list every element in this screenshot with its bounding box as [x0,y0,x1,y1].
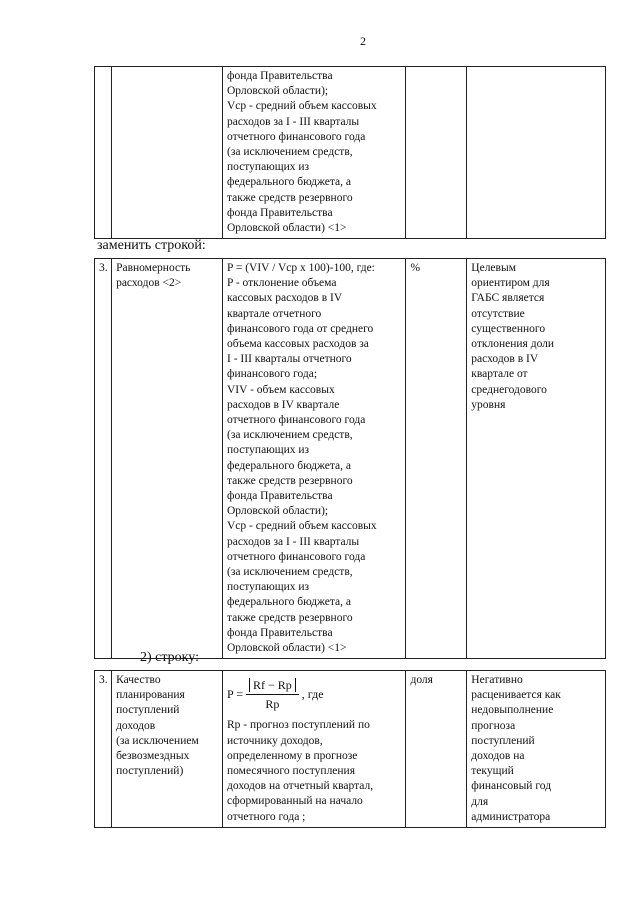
text-line: поступающих из [227,581,310,594]
table-continuation [94,66,606,239]
text-line: ГАБС является [471,292,545,305]
text-line: объема кассовых расходов за [227,338,369,351]
table-row-quality [94,670,606,828]
comment-text [471,261,601,413]
text-line: существенного [471,322,546,335]
text-line: Качество [116,674,161,686]
replace-phrase: заменить строкой: [97,238,206,253]
text-line: Равномерность [116,262,191,274]
cell-unit [406,67,467,239]
cell-formula [223,259,406,659]
text-line: Негативно [471,674,523,686]
text-line: федерального бюджета, а [227,176,351,189]
text-line: расходов за I - III кварталы [227,115,360,128]
text-line: расходов в IV квартале [227,398,340,411]
text-line: отчетного финансового года [227,550,366,563]
text-line: фонда Правительства [227,206,333,219]
text-line: прогноза [471,719,516,732]
cell-comment [467,671,606,828]
comment-text [471,673,601,825]
text-line: текущий [471,765,514,778]
text-line: источнику доходов, [227,734,323,747]
line-phrase: 2) строку: [140,650,199,665]
text-line: фонда Правительства [227,626,333,639]
text-line: P - отклонение объема [227,277,337,290]
text-line: отчетного года ; [227,810,306,823]
formula-suffix: , где [301,687,324,702]
table-row [95,67,606,239]
text-line: VIV - объем кассовых [227,383,335,396]
text-line: квартале отчетного [227,307,322,320]
text-line: Орловской области); [227,505,329,518]
text-line: помесячного поступления [227,765,356,778]
text-line: поступлений [116,704,180,717]
cell-unit: доля [406,671,467,828]
formula-text [227,718,401,824]
text-line: также средств резервного [227,611,353,624]
text-line: федерального бюджета, а [227,459,351,472]
page-number: 2 [360,34,366,48]
text-line: Vср - средний объем кассовых [227,100,377,113]
text-line: ориентиром для [471,277,550,290]
text-line: доходов [116,719,156,732]
text-line: администратора [471,810,551,823]
indicator-name [116,673,218,779]
text-line: для [471,795,489,808]
cell-name [112,67,223,239]
text-line: доходов на [471,750,525,763]
formula-text [227,261,401,656]
text-line: отчетного финансового года [227,130,366,143]
indicator-name [116,261,218,291]
text-line: квартале от [471,368,528,381]
text-line: расценивается как [471,689,561,702]
text-line: безвозмездных [116,750,190,763]
cell-formula [223,67,406,239]
text-line: отчетного финансового года [227,414,366,427]
fraction-numerator [246,677,299,695]
table-replacement [94,258,606,659]
text-line: финансовый год [471,780,552,793]
text-line: федерального бюджета, а [227,596,351,609]
text-line: (за исключением [116,734,199,747]
table-row [95,259,606,659]
cell-formula [223,671,406,828]
cell-comment [467,259,606,659]
cell-name [112,671,223,828]
cell-unit: % [406,259,467,659]
cell-comment [467,67,606,239]
text-line: Орловской области) <1> [227,642,347,655]
fraction [246,677,299,712]
text-line: финансового года от среднего [227,322,374,335]
text-line: также средств резервного [227,474,353,487]
text-line: поступающих из [227,444,310,457]
text-line: отклонения доли [471,338,555,351]
text-line: Орловской области) <1> [227,222,347,235]
formula-lhs: P = [227,687,243,702]
text-line: фонда Правительства [227,490,333,503]
text-line: расходов за I - III кварталы [227,535,360,548]
text-line: финансового года; [227,368,318,381]
text-line: доходов на отчетный квартал, [227,780,374,793]
text-line: планирования [116,689,185,702]
text-line: кассовых расходов в IV [227,292,343,305]
fraction-denominator: Rp [265,697,280,712]
cell-num: 3. [95,671,112,828]
fraction-formula [227,677,401,712]
text-line: расходов <2> [116,277,182,290]
cell-name [112,259,223,659]
text-line: фонда Правительства [227,70,333,82]
cell-num [95,67,112,239]
text-line: (за исключением средств, [227,429,353,442]
text-line: недовыполнение [471,704,554,717]
text-line: (за исключением средств, [227,146,353,159]
cell-num: 3. [95,259,112,659]
text-line: поступлений) [116,765,184,778]
text-line: сформированный на начало [227,795,363,808]
text-line: P = (VIV / Vср x 100)-100, где: [227,262,375,274]
text-line: определенному в прогнозе [227,749,358,762]
text-line: среднегодового [471,383,547,396]
text-line: I - III кварталы отчетного [227,353,352,366]
numerator-text: Rf − Rp [249,678,296,692]
text-line: Vср - средний объем кассовых [227,520,377,533]
text-line: Rр - прогноз поступлений по [227,719,370,732]
table-row [95,671,606,828]
text-line: поступлений [471,734,535,747]
text-line: расходов в IV [471,353,539,366]
text-line: уровня [471,398,506,411]
text-line: отсутствие [471,307,525,320]
formula-text [227,69,401,236]
text-line: Целевым [471,262,516,274]
text-line: поступающих из [227,161,310,174]
text-line: (за исключением средств, [227,566,353,579]
text-line: также средств резервного [227,191,353,204]
text-line: Орловской области); [227,85,329,98]
